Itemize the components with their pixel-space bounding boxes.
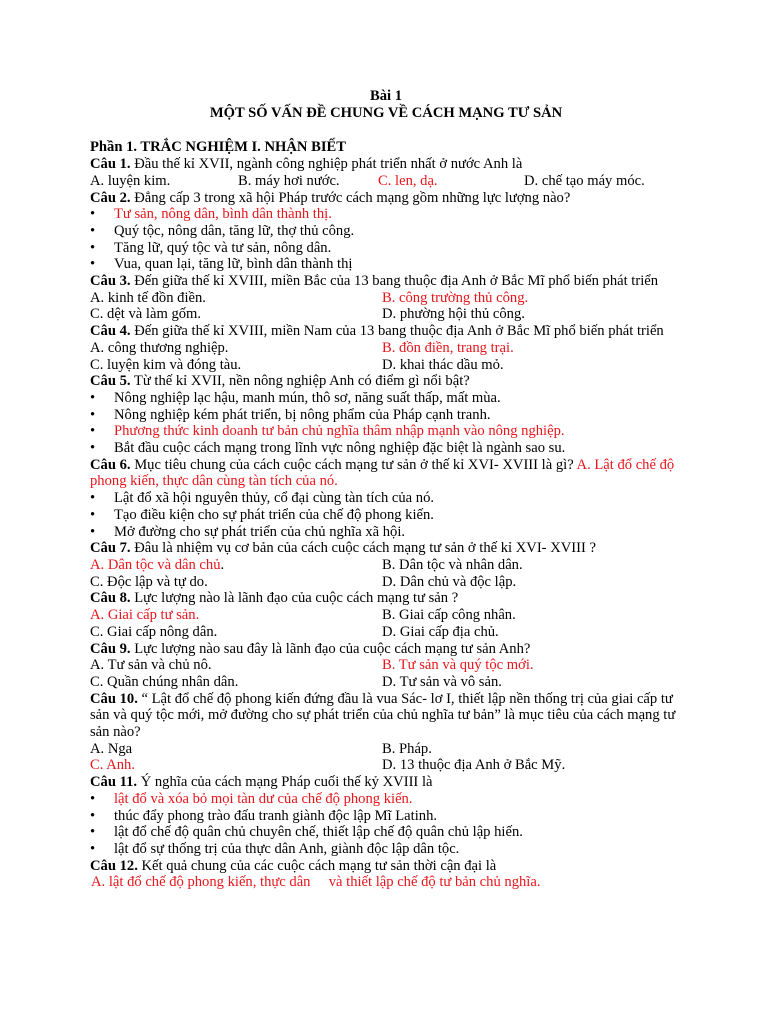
- option-a-correct: A. Giai cấp tư sản.: [90, 607, 200, 624]
- question-text: Mục tiêu chung của cách cuộc cách mạng tư sản ở thế kỉ XVI- XVIII là gì?: [130, 456, 577, 473]
- question-8: [90, 590, 682, 607]
- option-correct: • Phương thức kinh doanh tư bản chủ nghĩa thâm nhập mạnh vào nông nghiệp.: [90, 423, 682, 440]
- option-d: D. Giai cấp địa chủ.: [382, 623, 499, 640]
- option: • Nông nghiệp lạc hậu, manh mún, thô sơ, năng suất thấp, mất mùa.: [90, 390, 682, 407]
- answer-row: [90, 741, 682, 758]
- answer-row: [90, 574, 682, 591]
- option-b: B. Giai cấp công nhân.: [382, 607, 516, 624]
- lesson-title: MỘT SỐ VẤN ĐỀ CHUNG VỀ CÁCH MẠNG TƯ SẢN: [209, 104, 563, 121]
- option-list: [90, 490, 682, 540]
- option: • Tăng lữ, quý tộc và tư sản, nông dân.: [90, 240, 682, 257]
- question-text: Đến giữa thế kỉ XVIII, miền Bắc của 13 bang thuộc địa Anh ở Bắc Mĩ phổ biến phát triển: [130, 273, 659, 290]
- option: • Bắt đầu cuộc cách mạng trong lĩnh vực nông nghiệp đặc biệt là ngành sao su.: [90, 440, 682, 457]
- option: • Mở đường cho sự phát triển của chủ nghĩa xã hội.: [90, 524, 682, 541]
- question-number: Câu 8.: [90, 590, 131, 607]
- section-heading: Phần 1. TRẮC NGHIỆM I. NHẬN BIẾT: [90, 139, 346, 156]
- option-b: B. máy hơi nước.: [238, 172, 340, 189]
- option-d: D. Dân chủ và độc lập.: [382, 573, 517, 590]
- question-text: Ý nghĩa của cách mạng Pháp cuối thế kỷ XVIII là: [137, 774, 433, 791]
- option: • Tạo điều kiện cho sự phát triển của chế độ phong kiến.: [90, 507, 682, 524]
- question-text: Đâu là nhiệm vụ cơ bản của cách cuộc cách mạng tư sản ở thế kỉ XVI- XVIII ?: [130, 540, 596, 557]
- document-page: [90, 88, 682, 891]
- question-number: Câu 9.: [90, 640, 131, 657]
- question-text: Đầu thế kỉ XVII, ngành công nghiệp phát triển nhất ở nước Anh là: [130, 156, 523, 173]
- option-a: A. Nga: [90, 740, 133, 757]
- answer-row: [90, 757, 682, 774]
- option-d: D. chế tạo máy móc.: [524, 172, 645, 189]
- option-list: [90, 206, 682, 273]
- question-9: [90, 641, 682, 658]
- answer-row: [90, 173, 682, 190]
- option-list: [90, 791, 682, 858]
- option-a-period: .: [220, 556, 225, 573]
- question-text: Từ thế kỉ XVII, nền nông nghiệp Anh có điểm gì nổi bật?: [130, 373, 470, 390]
- question-text: Kết quả chung của các cuộc cách mạng tư sản thời cận đại là: [137, 857, 497, 874]
- question-12: [90, 858, 682, 875]
- question-number: Câu 7.: [90, 540, 131, 557]
- option-c: C. dệt và làm gốm.: [90, 306, 202, 323]
- question-number: Câu 1.: [90, 156, 131, 173]
- option: • lật đổ chế độ quân chủ chuyên chế, thiết lập chế độ quân chủ lập hiến.: [90, 824, 682, 841]
- option-d: D. khai thác dầu mỏ.: [382, 356, 504, 373]
- question-number: Câu 2.: [90, 189, 131, 206]
- question-number: Câu 4.: [90, 323, 131, 340]
- option-d: D. 13 thuộc địa Anh ở Bắc Mỹ.: [382, 757, 566, 774]
- question-2: [90, 190, 682, 207]
- option: • thúc đẩy phong trào đấu tranh giành độc lập Mĩ Latinh.: [90, 808, 682, 825]
- option-a-correct: A. Dân tộc và dân chủ: [90, 556, 221, 573]
- option-correct: • Tư sản, nông dân, bình dân thành thị.: [90, 206, 682, 223]
- option-a: A. luyện kim.: [90, 172, 171, 189]
- question-4: [90, 323, 682, 340]
- option-list: [90, 390, 682, 457]
- option-b: B. Pháp.: [382, 740, 432, 757]
- answer-row: [90, 624, 682, 641]
- question-number: Câu 10.: [90, 690, 138, 707]
- option-d: D. phường hội thủ công.: [382, 306, 525, 323]
- question-1: [90, 156, 682, 173]
- option-b-correct: B. Tư sản và quý tộc mới.: [382, 657, 534, 674]
- answer-row: [90, 674, 682, 691]
- option-b: B. Dân tộc và nhân dân.: [382, 556, 523, 573]
- option-a: A. kinh tế đồn điền.: [90, 289, 206, 306]
- question-6: [90, 457, 682, 490]
- option-correct: • lật đổ và xóa bỏ mọi tàn dư của chế độ phong kiến.: [90, 791, 682, 808]
- answer-row: [90, 340, 682, 357]
- question-11: [90, 774, 682, 791]
- question-text: Lực lượng nào sau đây là lãnh đạo của cuộc cách mạng tư sản Anh?: [130, 640, 531, 657]
- option: • lật đổ sự thống trị của thực dân Anh, giành độc lập dân tộc.: [90, 841, 682, 858]
- question-number: Câu 12.: [90, 857, 138, 874]
- question-7: [90, 540, 682, 557]
- question-number: Câu 11.: [90, 774, 138, 791]
- answer-row: [90, 557, 682, 574]
- option-a: A. Tư sản và chủ nô.: [90, 657, 212, 674]
- option-b-correct: B. công trường thủ công.: [382, 289, 529, 306]
- option: • Vua, quan lại, tăng lữ, bình dân thành thị: [90, 256, 682, 273]
- option-a-correct: A. Lật đổ chế độ phong kiến, thực dân cùng tàn tích của nó.: [90, 456, 675, 490]
- answer-row: [90, 657, 682, 674]
- option: • Quý tộc, nông dân, tăng lữ, thợ thủ công.: [90, 223, 682, 240]
- answer-row: [90, 290, 682, 307]
- answer-row: [90, 357, 682, 374]
- question-10: [90, 691, 682, 741]
- option-c: C. Giai cấp nông dân.: [90, 623, 218, 640]
- question-text: “ Lật đổ chế độ phong kiến đứng đầu là vua Sác- lơ I, thiết lập nền thống trị của giai cấp tư sản và quý tộc mới, mở đường cho sự phát triển của chủ nghĩa tư bản” là mục tiêu của cách mạng tư sản nào?: [90, 690, 676, 741]
- lesson-number: Bài 1: [369, 88, 403, 104]
- question-text: Đẳng cấp 3 trong xã hội Pháp trước cách mạng gồm những lực lượng nào?: [130, 189, 571, 206]
- question-number: Câu 5.: [90, 373, 131, 390]
- question-3: [90, 273, 682, 290]
- option: • Lật đổ xã hội nguyên thủy, cổ đại cùng tàn tích của nó.: [90, 490, 682, 507]
- option-d: D. Tư sản và vô sản.: [382, 673, 502, 690]
- option-c: C. luyện kim và đóng tàu.: [90, 356, 242, 373]
- question-number: Câu 6.: [90, 456, 131, 473]
- option-c: C. Độc lập và tự do.: [90, 573, 208, 590]
- option-a-correct: A. lật đổ chế độ phong kiến, thực dân và thiết lập chế độ tư bản chủ nghĩa.: [91, 874, 541, 891]
- option-a-wrap: [90, 557, 382, 574]
- question-5: [90, 373, 682, 390]
- option-b-correct: B. đồn điền, trang trại.: [382, 339, 514, 356]
- option: • Nông nghiệp kém phát triển, bị nông phẩm của Pháp cạnh tranh.: [90, 407, 682, 424]
- question-text: Đến giữa thế kỉ XVIII, miền Nam của 13 bang thuộc địa Anh ở Bắc Mĩ phổ biến phát triển: [130, 323, 664, 340]
- option-a: A. công thương nghiệp.: [90, 339, 229, 356]
- answer-row: [90, 607, 682, 624]
- option-c-correct: C. Anh.: [90, 757, 136, 774]
- answer-row: [90, 306, 682, 323]
- option-c-correct: C. len, dạ.: [378, 172, 438, 189]
- question-number: Câu 3.: [90, 273, 131, 290]
- question-text: Lực lượng nào là lãnh đạo của cuộc cách mạng tư sản ?: [130, 590, 459, 607]
- option-c: C. Quần chúng nhân dân.: [90, 673, 239, 690]
